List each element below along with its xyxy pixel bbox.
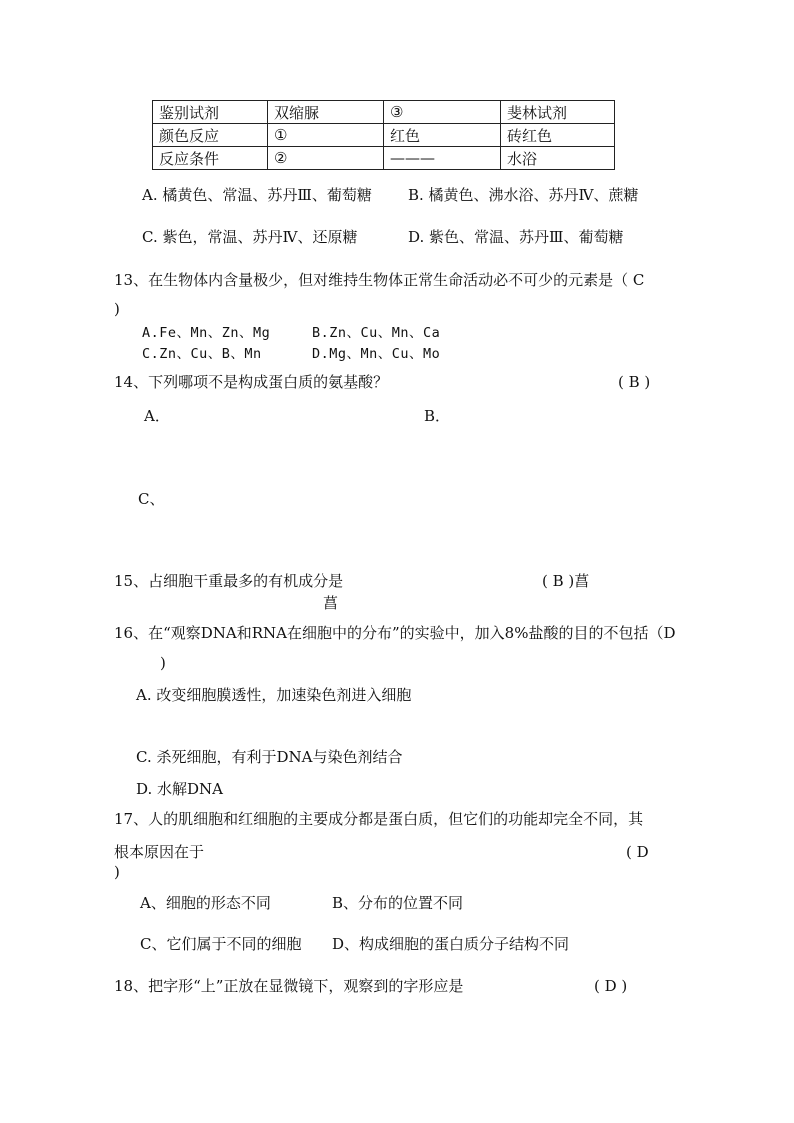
q13-stem: 13、在生物体内含量极少，但对维持生物体正常生命活动必不可少的元素是（ C xyxy=(114,271,645,289)
table-cell: 反应条件 xyxy=(153,147,268,170)
table-cell: 红色 xyxy=(384,124,501,147)
q12-option-b: B. 橘黄色、沸水浴、苏丹Ⅳ、蔗糖 xyxy=(408,186,639,204)
q13-option-b: B.Zn、Cu、Mn、Ca xyxy=(312,325,441,341)
q13-option-d: D.Mg、Mn、Cu、Mo xyxy=(312,346,441,362)
q14-option-c: C、 xyxy=(138,490,165,508)
table-cell: ③ xyxy=(384,101,501,124)
q13-stem-cont: ) xyxy=(114,300,120,318)
q12-option-c: C. 紫色，常温、苏丹Ⅳ、还原糖 xyxy=(142,228,358,246)
q14-option-a: A． xyxy=(144,407,170,425)
q14-answer: ( B ) xyxy=(618,373,651,391)
table-cell: ② xyxy=(268,147,384,170)
table-cell: 双缩脲 xyxy=(268,101,384,124)
table-cell: 水浴 xyxy=(501,147,615,170)
q17-stem-cont: ) xyxy=(114,863,120,881)
q17-option-a: A、细胞的形态不同 xyxy=(140,894,271,912)
table-cell: ① xyxy=(268,124,384,147)
q17-option-b: B、分布的位置不同 xyxy=(332,894,464,912)
q16-stem: 16、在“观察DNA和RNA在细胞中的分布”的实验中，加入8%盐酸的目的不包括（D xyxy=(114,624,676,642)
q12-option-a: A. 橘黄色、常温、苏丹Ⅲ、葡萄糖 xyxy=(142,186,372,204)
q17-stem-line2: 根本原因在于 xyxy=(114,843,205,861)
reagent-table xyxy=(152,100,615,170)
table-cell: 斐林试剂 xyxy=(501,101,615,124)
q12-option-d: D. 紫色、常温、苏丹Ⅲ、葡萄糖 xyxy=(408,228,624,246)
table-cell: ——— xyxy=(384,147,501,170)
table-cell: 鉴别试剂 xyxy=(153,101,268,124)
q15-mark: 菖 xyxy=(323,594,339,612)
q14-stem: 14、下列哪项不是构成蛋白质的氨基酸？ xyxy=(114,373,389,391)
table-cell: 砖红色 xyxy=(501,124,615,147)
q15-answer: ( B )菖 xyxy=(542,572,590,590)
q17-stem-line1: 17、人的肌细胞和红细胞的主要成分都是蛋白质，但它们的功能却完全不同，其 xyxy=(114,810,644,828)
q13-option-a: A.Fe、Mn、Zn、Mg xyxy=(142,325,271,341)
q18-stem: 18、把字形“上”正放在显微镜下，观察到的字形应是 xyxy=(114,977,464,995)
q16-option-c: C. 杀死细胞，有利于DNA与染色剂结合 xyxy=(136,748,403,766)
q17-option-d: D、构成细胞的蛋白质分子结构不同 xyxy=(332,935,570,953)
table-cell: 颜色反应 xyxy=(153,124,268,147)
q16-option-a: A. 改变细胞膜透性，加速染色剂进入细胞 xyxy=(136,686,412,704)
q15-stem: 15、占细胞干重最多的有机成分是 xyxy=(114,572,344,590)
table-row xyxy=(153,147,615,170)
q16-stem-cont: ) xyxy=(160,654,166,672)
q16-option-d: D. 水解DNA xyxy=(136,780,224,798)
q17-option-c: C、它们属于不同的细胞 xyxy=(140,935,302,953)
table-row xyxy=(153,124,615,147)
q14-option-b: B． xyxy=(424,407,451,425)
q18-answer: ( D ) xyxy=(594,977,628,995)
q13-option-c: C.Zn、Cu、B、Mn xyxy=(142,346,262,362)
table-row xyxy=(153,101,615,124)
q17-answer: ( D xyxy=(626,843,649,861)
